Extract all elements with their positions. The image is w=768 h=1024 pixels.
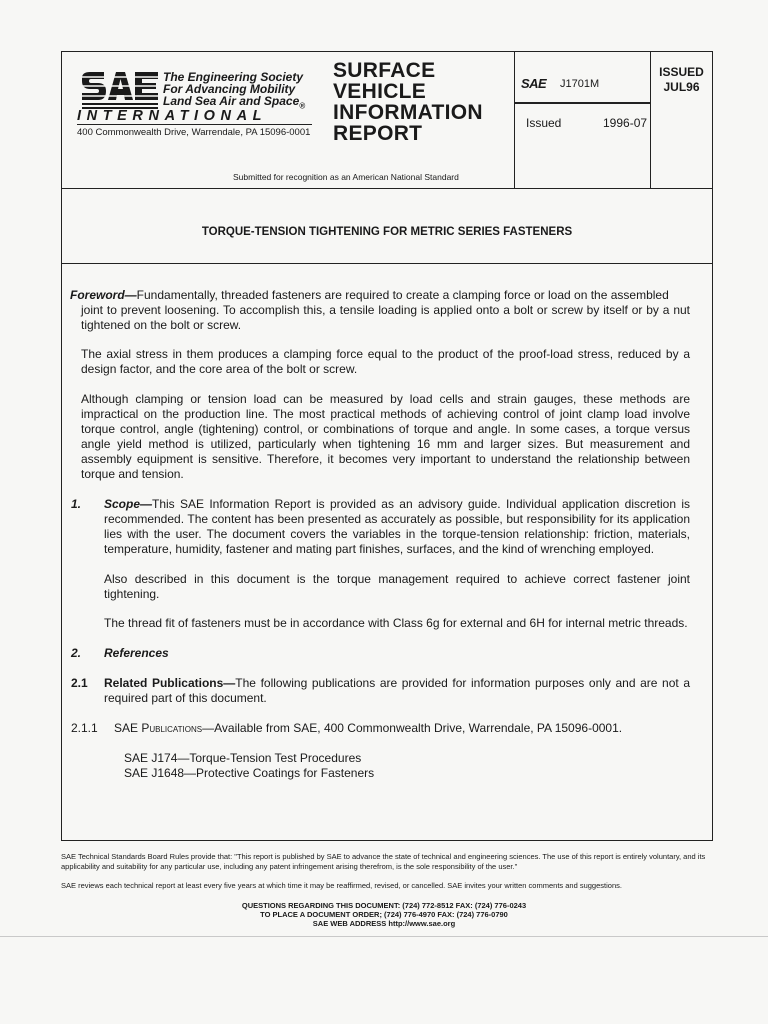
international-wordmark: INTERNATIONAL — [77, 108, 268, 124]
section-2-1-1-paragraph: SAE Publications—Available from SAE, 400 Commonwealth Drive, Warrendale, PA 15096-0001. — [114, 721, 623, 735]
references-number: 2. — [71, 646, 82, 660]
tsb-rules-note: SAE Technical Standards Board Rules provide that: "This report is published by SAE to advance the state of technical and engineering sciences. The use of this report is entirely voluntary, and its applicability and suitability for any particular use, including any patent infringement arising therefrom, is the sole responsibility of the user." — [61, 852, 706, 871]
section-2-1-paragraph: Related Publications—The following publications are provided for information purposes only and are not a required part of this document. — [104, 676, 691, 705]
society-line-2: For Advancing Mobility — [163, 82, 296, 96]
web-address: SAE WEB ADDRESS http://www.sae.org — [312, 919, 456, 928]
section-2-1-number: 2.1 — [71, 676, 88, 690]
questions-contact: QUESTIONS REGARDING THIS DOCUMENT: (724) 772-8512 FAX: (724) 776-0243 — [241, 901, 527, 910]
sae-mini-logo: SAE — [521, 76, 547, 91]
foreword-paragraph-3: Although clamping or tension load can be measured by load cells and strain gauges, these methods are impractical on the production line. The most practical methods of achieving control of joint clamp load involve torque control, angle (tightening) control, or combinations of torque and angle. In some cases, a torque versus angle yield method is utilized, particularly when tightening 16 mm and larger sizes. But measurement and assembly equipment is sensitive. Therefore, it becomes very important to understand the relationship between torque and tension. — [81, 392, 690, 481]
issued-label: Issued — [526, 116, 562, 130]
review-note: SAE reviews each technical report at least every five years at which time it may be reaffirmed, revised, or cancelled. SAE invites your written comments and suggestions. — [61, 881, 622, 890]
header-divider — [514, 102, 651, 104]
scope-paragraph-3: The thread fit of fasteners must be in accordance with Class 6g for external and 6H for internal metric threads. — [104, 616, 688, 630]
reference-item: SAE J1648—Protective Coatings for Fasteners — [124, 766, 375, 780]
foreword-paragraph-2: The axial stress in them produces a clamping force equal to the product of the proof-load stress, reduced by a design factor, and the core area of the bolt or screw. — [81, 347, 690, 376]
foreword-paragraph-1: Foreword—Fundamentally, threaded fasteners are required to create a clamping force or load on the assembled joint to prevent loosening. To accomplish this, a tensile loading is applied onto a bolt or screw by itself or by a nut tightened on the bolt or screw. — [70, 288, 690, 332]
scope-paragraph-1: Scope—This SAE Information Report is provided as an advisory guide. Individual application discretion is recommended. The content has been presented as accurately as possible, but responsibility for its application lies with the user. The document covers the variables in the torque-tension relationship: friction, materials, temperature, humidity, fastener and mating part finishes, surfaces, and the kind of wrenching employed. — [104, 497, 690, 556]
reference-item: SAE J174—Torque-Tension Test Procedures — [124, 751, 362, 765]
society-line-3: Land Sea Air and Space$_®$ — [163, 94, 306, 111]
issued-date: 1996-07 — [603, 116, 648, 130]
references-heading: References — [104, 646, 169, 660]
society-line-1: The Engineering Society — [163, 70, 304, 84]
issued-badge: ISSUED JUL96 — [659, 65, 704, 94]
scope-paragraph-2: Also described in this document is the torque management required to achieve correct fastener joint tightening. — [104, 572, 690, 601]
document-title: TORQUE-TENSION TIGHTENING FOR METRIC SERIES FASTENERS — [201, 226, 573, 238]
scope-number: 1. — [71, 497, 82, 511]
page-edge — [0, 936, 768, 937]
submitted-note: Submitted for recognition as an American National Standard — [233, 172, 459, 182]
society-address: 400 Commonwealth Drive, Warrendale, PA 15096-0001 — [77, 127, 311, 138]
order-contact: TO PLACE A DOCUMENT ORDER; (724) 776-4970 FAX: (724) 776-0790 — [260, 910, 508, 919]
document-number: J1701M — [560, 78, 600, 90]
wordmark-underline — [77, 124, 312, 125]
report-type-title: SURFACE VEHICLE INFORMATION REPORT — [333, 59, 483, 145]
section-2-1-1-number: 2.1.1 — [71, 721, 98, 735]
